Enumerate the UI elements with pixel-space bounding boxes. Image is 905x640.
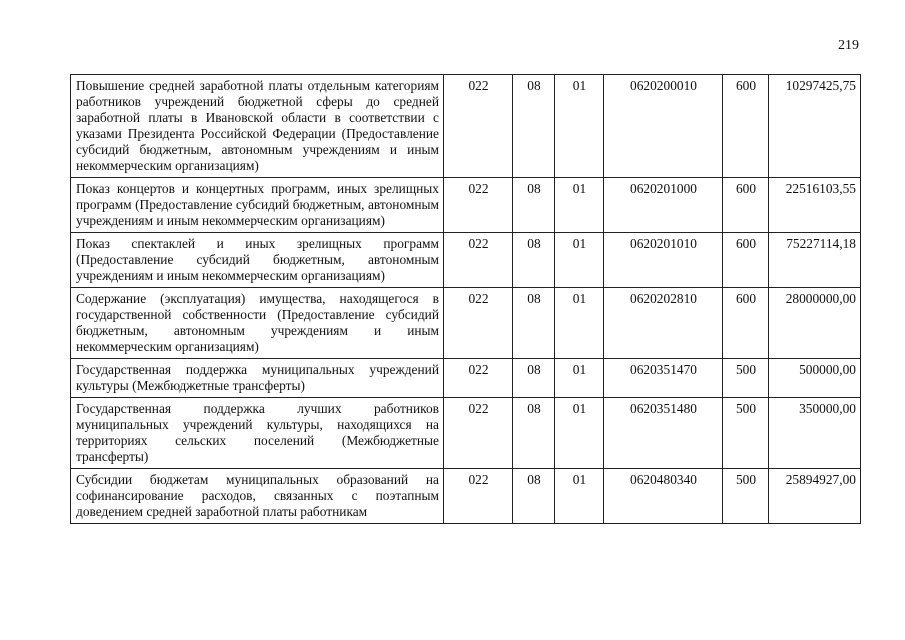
row-amount: 22516103,55 [769,178,861,233]
row-target-article: 0620200010 [604,75,723,178]
row-expense-type: 600 [723,178,769,233]
row-admin-code: 022 [444,288,513,359]
row-expense-type: 600 [723,288,769,359]
budget-table [70,74,861,524]
row-subsection: 01 [555,288,604,359]
row-amount: 350000,00 [769,398,861,469]
row-section: 08 [513,359,555,398]
row-description: Субсидии бюджетам муниципальных образований на софинансирование расходов, связанных с поэтапным доведением средней заработной платы работникам [71,469,444,524]
table-row [71,75,861,178]
row-amount: 25894927,00 [769,469,861,524]
row-target-article: 0620201010 [604,233,723,288]
row-section: 08 [513,178,555,233]
row-amount: 500000,00 [769,359,861,398]
row-amount: 75227114,18 [769,233,861,288]
table-row [71,359,861,398]
page-number: 219 [838,38,859,53]
row-subsection: 01 [555,359,604,398]
row-description: Повышение средней заработной платы отдельным категориям работников учреждений бюджетной сферы до средней заработной платы в Ивановской области в соответствии с указами Президента Российской Федерации (Предоставление субсидий бюджетным, автономным учреждениям и иным некоммерческим организациям) [71,75,444,178]
row-section: 08 [513,75,555,178]
row-subsection: 01 [555,398,604,469]
table-row [71,178,861,233]
row-description: Показ спектаклей и иных зрелищных программ (Предоставление субсидий бюджетным, автономным учреждениям и иным некоммерческим организациям) [71,233,444,288]
table-row [71,233,861,288]
row-expense-type: 500 [723,359,769,398]
row-subsection: 01 [555,178,604,233]
row-amount: 28000000,00 [769,288,861,359]
row-target-article: 0620480340 [604,469,723,524]
row-admin-code: 022 [444,398,513,469]
row-subsection: 01 [555,75,604,178]
row-admin-code: 022 [444,75,513,178]
row-admin-code: 022 [444,359,513,398]
row-expense-type: 600 [723,233,769,288]
row-section: 08 [513,288,555,359]
row-target-article: 0620201000 [604,178,723,233]
row-expense-type: 600 [723,75,769,178]
row-target-article: 0620351480 [604,398,723,469]
row-admin-code: 022 [444,469,513,524]
row-subsection: 01 [555,469,604,524]
row-target-article: 0620351470 [604,359,723,398]
row-section: 08 [513,469,555,524]
table-row [71,469,861,524]
row-section: 08 [513,233,555,288]
row-target-article: 0620202810 [604,288,723,359]
table-row [71,288,861,359]
row-description: Показ концертов и концертных программ, иных зрелищных программ (Предоставление субсидий бюджетным, автономным учреждениям и иным некоммерческим организациям) [71,178,444,233]
row-section: 08 [513,398,555,469]
row-subsection: 01 [555,233,604,288]
row-expense-type: 500 [723,469,769,524]
row-admin-code: 022 [444,233,513,288]
row-description: Государственная поддержка лучших работников муниципальных учреждений культуры, находящихся на территориях сельских поселений (Межбюджетные трансферты) [71,398,444,469]
row-amount: 10297425,75 [769,75,861,178]
table-row [71,398,861,469]
row-admin-code: 022 [444,178,513,233]
row-expense-type: 500 [723,398,769,469]
row-description: Государственная поддержка муниципальных учреждений культуры (Межбюджетные трансферты) [71,359,444,398]
row-description: Содержание (эксплуатация) имущества, находящегося в государственной собственности (Предоставление субсидий бюджетным, автономным учреждениям и иным некоммерческим организациям) [71,288,444,359]
